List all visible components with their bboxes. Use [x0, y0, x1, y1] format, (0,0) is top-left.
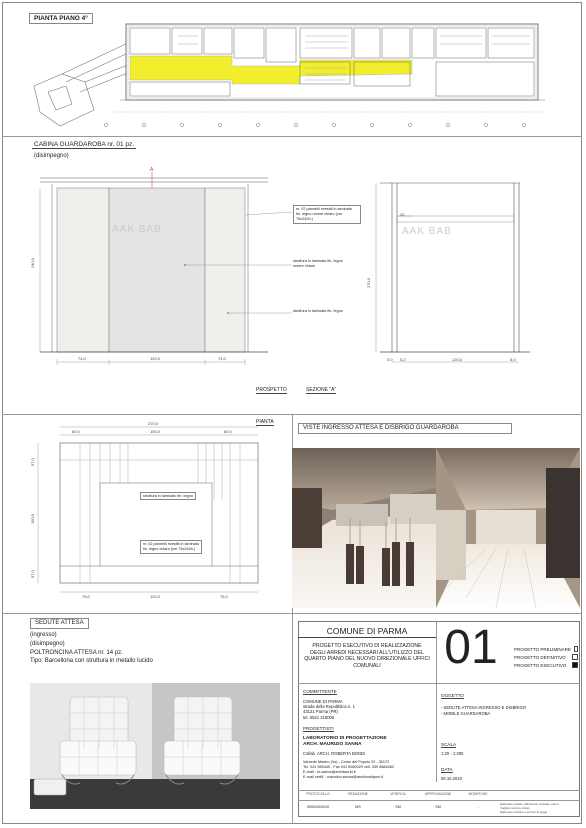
pianta-drawing [0, 0, 292, 613]
footer-value-protocollo: 0000/03/2010 [307, 805, 329, 809]
sedute-line-ingresso: (ingresso) [30, 632, 57, 638]
pianta-bottom-dim-3: 75,0 [220, 594, 228, 599]
cabina-width-dim-center: 120,0 [150, 356, 161, 361]
cabina-height-dim: 240,0 [30, 257, 35, 268]
phase-definitivo [514, 654, 578, 660]
sezione-label: SEZIONE "A" [306, 387, 337, 393]
phase-preliminare [514, 646, 578, 652]
section-height-dim: 270,0 [366, 277, 371, 288]
studio-line-2: ARCH. MAURIZIO SANNA [303, 741, 362, 747]
pianta-bottom-dim-2: 120,0 [150, 594, 161, 599]
tb-div-footer-2 [298, 800, 580, 801]
cabina-width-dim-left: 74,0 [78, 356, 86, 361]
svg-text:AAK BAB: AAK BAB [112, 224, 162, 235]
section-bottom-dim-2: 5,2 [400, 357, 406, 362]
render-left [292, 448, 436, 608]
tb-address-block [303, 760, 394, 780]
footer-value-modifiche: - [477, 805, 479, 809]
sedute-title: SEDUTE ATTESA [30, 618, 89, 629]
sedute-line-type: Tipo: Barcellona con struttura in metallo lucido [30, 658, 153, 664]
phase-esecutivo [514, 662, 578, 668]
tb-data-label: DATA [441, 767, 453, 772]
tb-collab: Collab. ARCH. ROBERTA BONDI [303, 751, 366, 756]
chair-2 [164, 697, 240, 784]
footer-header-modifiche: MODIFICHE [468, 792, 488, 796]
cabina-width-dim-right: 74,0 [218, 356, 226, 361]
pianta-side-dim-1: 57,0 [30, 458, 35, 466]
phase-preliminare-checkbox[interactable] [574, 646, 578, 652]
tb-sheet-number: 01 [444, 621, 498, 674]
tb-oggetto-label: OGGETTO [441, 693, 464, 698]
views-title: VISTE INGRESSO ATTESA E DISBRIGO GUARDAROBA [298, 423, 512, 434]
footer-value-approvazione: SM [435, 805, 441, 809]
tb-footer-headers [298, 792, 498, 796]
footer-header-protocollo: PROTOCOLLO [306, 792, 330, 796]
footer-note-1: Elaborato redatto utilizzando software autori [500, 802, 559, 806]
address-line-2: Tel. 041 985440 - Fax 041 5080029 cell. 339 8684462 [303, 765, 394, 769]
section-bottom-dim-1: 3,0 [387, 357, 393, 362]
cabina-note-structure: struttura in laminato fin. legno rovere chiaro [293, 259, 343, 268]
committente-line-1: COMUNE DI PARMA [303, 699, 343, 704]
studio-line-1: LABORATORIO DI PROGETTAZIONE [303, 736, 387, 741]
phase-preliminare-label: PROGETTO PRELIMINARE [514, 646, 571, 652]
sedute-line-quantity: POLTRONCINA ATTESA nr. 14 pz. [30, 650, 123, 656]
address-line-1: Varsede Mastro (Vo) - Corso del Popolo 22 - 30172 [303, 760, 390, 764]
tb-studio [303, 736, 387, 747]
phase-definitivo-label: PROGETTO DEFINITIVO [514, 654, 566, 660]
pianta-side-dim-3: 57,0 [30, 570, 35, 578]
oggetto-line-1: - SEDUTE ATTESA INGRESSO E DISBRIGO [441, 705, 527, 710]
tb-progettisti-label: PROGETTISTI [303, 726, 334, 731]
tb-project-description: PROGETTO ESECUTIVO DI REALIZZAZIONE DEGLI ARREDI NECESSARI ALL'UTILIZZO DEL QUARTO PIANO DEL NUOVO DIREZIONALE UFFICI COMUNALI [304, 643, 430, 669]
cabina-note-structure-2: struttura in laminato fin. legno [293, 309, 343, 313]
tb-phase-list [514, 646, 578, 668]
cabina-note-panels: nr. 02 pannelli rivestiti in laminato fin. legno rovere chiaro (cm 75x240h.) [293, 205, 361, 224]
pianta-sub-dim-3: 60,0 [224, 429, 232, 434]
section-depth-dim: 30 [400, 212, 405, 217]
plan-title: PIANTA PIANO 4° [29, 13, 93, 24]
tb-oggetto-block [441, 705, 526, 717]
chair-photo [30, 683, 280, 809]
tb-committente-block [303, 699, 355, 720]
tb-scala-value: 1:20 - 1:300 [441, 751, 464, 756]
pianta-side-dim-2: 150,0 [30, 513, 35, 524]
pianta-sub-dim-1: 60,0 [72, 429, 80, 434]
section-bottom-dim-3: 120,0 [452, 357, 463, 362]
footer-note-3: Elaborato tutelato a termini di legge [500, 810, 548, 814]
svg-text:AAK BAB: AAK BAB [402, 226, 452, 237]
footer-header-redazione: REDAZIONE [348, 792, 368, 796]
cabina-subtitle: (disimpegno) [34, 153, 69, 159]
pianta-top-dim: 270,0 [148, 421, 159, 426]
footer-value-verifica: SM [395, 805, 401, 809]
sedute-line-disimpegno: (disimpegno) [30, 641, 65, 647]
footer-value-redazione: MS [355, 805, 361, 809]
footer-header-verifica: VERIFICA [390, 792, 406, 796]
tb-committente-label: COMMITTENTE [303, 689, 337, 694]
committente-line-2: strada della Repubblica n. 1 [303, 704, 355, 710]
tb-footer-notes [500, 802, 559, 814]
address-line-3: E-mail : m.sanna@archiworld.it [303, 770, 356, 774]
phase-esecutivo-checkbox[interactable] [572, 662, 578, 668]
pianta-note-panels: nr. 02 pannelli rivestiti in laminato fin. legno chiaro (cm 75x240h.) [140, 540, 202, 554]
footer-header-approvazione: APPROVAZIONE [424, 792, 452, 796]
chair-1 [60, 697, 136, 784]
section-bottom-dim-4: 5,0 [510, 357, 516, 362]
phase-definitivo-checkbox[interactable] [572, 654, 578, 660]
committente-line-3: 43121 Parma (PR) [303, 709, 338, 715]
tb-comune: COMUNE DI PARMA [298, 626, 436, 638]
tb-scala-label: SCALA [441, 742, 457, 747]
tb-footer-values [298, 805, 498, 809]
pianta-note-structure: struttura in laminato fin. legno [140, 492, 196, 500]
tb-div-1 [298, 683, 580, 684]
tb-div-footer [298, 790, 580, 791]
phase-esecutivo-label: PROGETTO ESECUTIVO [514, 662, 567, 668]
committente-line-4: tel. 0521 218005 [303, 714, 335, 720]
cabina-title: CABINA GUARDAROBA nr. 01 pz. [34, 141, 135, 148]
tb-data-value: 06.10.2010 [441, 776, 462, 781]
pianta-sub-dim-2: 150,0 [150, 429, 161, 434]
section-marker-a: A [150, 167, 154, 173]
pianta-bottom-dim-1: 75,0 [82, 594, 90, 599]
render-right [436, 448, 580, 608]
address-line-4: E-mail certif. : maurizio.sanna@archiworldpec.it [303, 775, 384, 779]
prospetto-label: PROSPETTO [256, 387, 287, 393]
footer-note-2: Vagliato tecnico-Ostan [500, 806, 530, 810]
oggetto-line-2: - MOBILE GUARDAROBA [441, 711, 491, 716]
pianta-label: PIANTA [256, 419, 274, 425]
